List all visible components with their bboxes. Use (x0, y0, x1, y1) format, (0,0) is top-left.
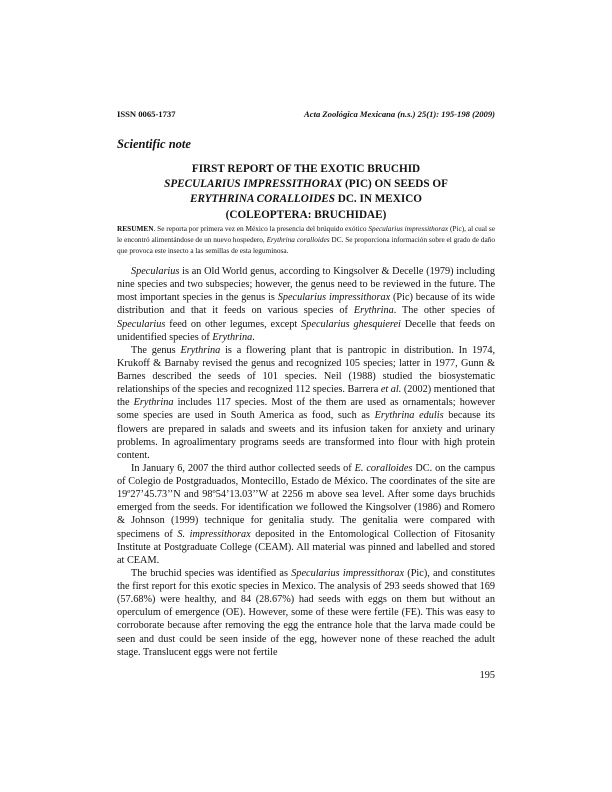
running-header (117, 109, 495, 119)
issn: ISSN 0065-1737 (117, 109, 176, 119)
resumen-label: RESUMEN (117, 224, 154, 233)
paragraph-1: Specularius is an Old World genus, according to Kingsolver & Decelle (1979) including nine species and two subspecies; however, the genus need to be reviewed in the future. The most important species in the genus is Specularius impressithorax (Pic) because of its wide distribution and that it feeds on various species of Erythrina. The other species of Specularius feed on other legumes, except Specularius ghesquierei Decelle that feeds on unidentified species of Erythrina. (117, 266, 495, 343)
journal-citation: Acta Zoológica Mexicana (n.s.) 25(1): 195-198 (2009) (304, 109, 495, 119)
paragraph-4: The bruchid species was identified as Specularius impressithorax (Pic), and constitutes the first report for this exotic species in Mexico. The analysis of 293 seeds showed that 169 (57.68%) were healthy, and 84 (28.67%) had seeds with eggs on them but without an operculum of emergence (OE). However, some of these were fertile (FE). This was easy to corroborate because after removing the egg the entrance hole that the larva made could be seen and dust could be seen inside of the egg, however none of these reached the adult stage. Translucent eggs were not fertile (117, 567, 495, 658)
section-label: Scientific note (117, 137, 191, 151)
article-title (117, 162, 495, 223)
title-line-2: SPECULARIUS IMPRESSITHORAX (PIC) ON SEEDS OF (164, 178, 448, 191)
title-species-1: SPECULARIUS IMPRESSITHORAX (164, 178, 343, 191)
title-species-2: ERYTHRINA CORALLOIDES (190, 193, 335, 206)
page-number: 195 (479, 670, 495, 681)
paragraph-3: In January 6, 2007 the third author collected seeds of E. coralloides DC. on the campus of Colegio de Postgraduados, Montecillo, Estado de México. The coordinates of the site are 19º27’45.73’’N and 98º54’13.03’’W at 2256 m above sea level. After some days bruchids emerged from the seeds. For identification we followed the Kingsolver (1986) and Romero & Johnson (1999) technique for genitalia study. The genitalia were compared with specimens of S. impressithorax deposited in the Entomological Collection of Fitosanity Institute at Postgraduate College (CEAM). All material was pinned and labelled and stored at CEAM. (117, 462, 496, 566)
title-line-3: ERYTHRINA CORALLOIDES DC. IN MEXICO (190, 193, 422, 206)
body-text (117, 265, 495, 659)
title-line-1: FIRST REPORT OF THE EXOTIC BRUCHID (191, 163, 421, 175)
paragraph-2: The genus Erythrina is a flowering plant that is pantropic in distribution. In 1974, Krukoff & Barnaby revised the genus and recognized 105 species; latter in 1977, Gunn & Barnes described the seeds of 101 species. Neil (1988) studied the biosystematic relationships of the species and recognized 112 species. Barrera et al. (2002) mentioned that the Erythrina includes 117 species. Most of the them are used as ornamentals; however some species are used in South America as food, such as Erythrina edulis because its flowers are prepared in salads and sweets and its infusion taken for anxiety and urinary problems. In agroalimentary programs seeds are transformed into flour with high protein content. (117, 344, 496, 461)
resumen-abstract: RESUMEN. Se reporta por primera vez en México la presencia del brúquido exótico Specularius impressithorax (Pic), al cual se le encontró alimentándose de un nuevo hospedero, Erythrina coralloides DC. Se proporciona información sobre el grado de daño que provoca este insecto a las semillas de esta leguminosa. (117, 224, 495, 255)
title-line-4: (COLEOPTERA: BRUCHIDAE) (225, 208, 387, 221)
